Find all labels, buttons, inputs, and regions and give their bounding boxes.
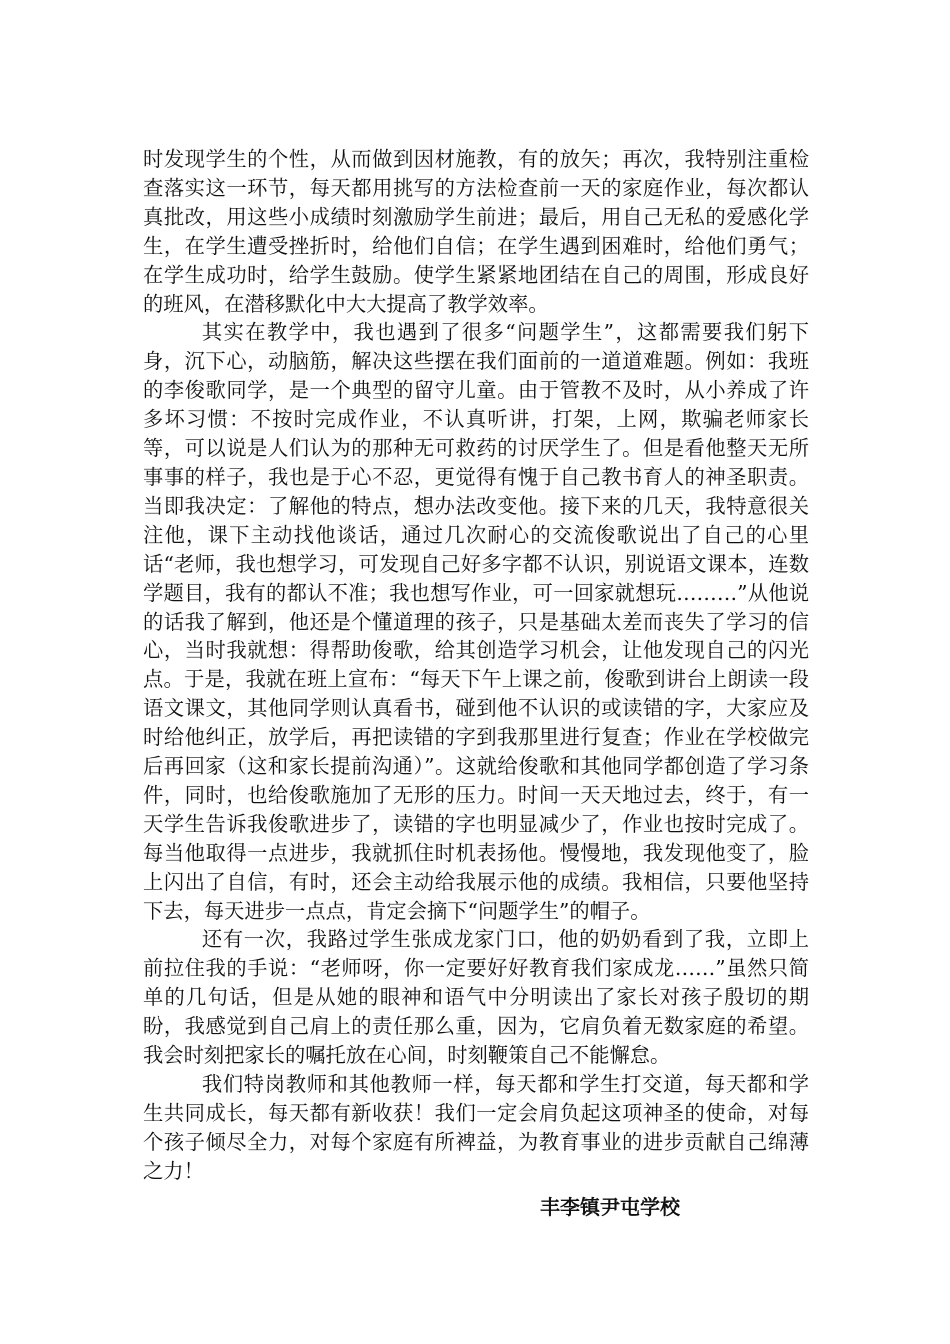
paragraph-continuation: 时发现学生的个性，从而做到因材施教，有的放矢；再次，我特别注重检查落实这一环节，每天都用挑写的方法检查前一天的家庭作业，每次都认真批改，用这些小成绩时刻激励学生前进；最后，用自己无私的爱感化学生，在学生遭受挫折时，给他们自信；在学生遇到困难时，给他们勇气；在学生成功时，给学生鼓励。使学生紧紧地团结在自己的周围，形成良好的班风，在潜移默化中大大提高了教学效率。	[143, 147, 809, 316]
school-signature: 丰李镇尹屯学校	[540, 1195, 680, 1219]
paragraph-grandmother: 还有一次，我路过学生张成龙家门口，他的奶奶看到了我，立即上前拉住我的手说：“老师呀，你一定要好好教育我们家成龙……”虽然只简单的几句话，但是从她的眼神和语气中分明读出了家长对孩子殷切的期盼，我感觉到自己肩上的责任那么重，因为，它肩负着无数家庭的希望。我会时刻把家长的嘱托放在心间，时刻鞭策自己不能懈怠。	[143, 927, 809, 1068]
paragraph-conclusion: 我们特岗教师和其他教师一样，每天都和学生打交道，每天都和学生共同成长，每天都有新收获！我们一定会肩负起这项神圣的使命，对每个孩子倾尽全力，对每个家庭有所裨益，为教育事业的进步贡献自己绵薄之力！	[143, 1072, 809, 1183]
document-body	[143, 145, 809, 1186]
paragraph-problem-student: 其实在教学中，我也遇到了很多“问题学生”，这都需要我们躬下身，沉下心，动脑筋，解决这些摆在我们面前的一道道难题。例如：我班的李俊歌同学，是一个典型的留守儿童。由于管教不及时，从小养成了许多坏习惯：不按时完成作业，不认真听讲，打架，上网，欺骗老师家长等，可以说是人们认为的那种无可救药的讨厌学生了。但是看他整天无所事事的样子，我也是于心不忍，更觉得有愧于自己教书育人的神圣职责。当即我决定：了解他的特点，想办法改变他。接下来的几天，我特意很关注他，课下主动找他谈话，通过几次耐心的交流俊歌说出了自己的心里话“老师，我也想学习，可发现自己好多字都不认识，别说语文课本，连数学题目，我有的都认不准；我也想写作业，可一回家就想玩………”从他说的话我了解到，他还是个懂道理的孩子，只是基础太差而丧失了学习的信心，当时我就想：得帮助俊歌，给其创造学习机会，让他发现自己的闪光点。于是，我就在班上宣布：“每天下午上课之前，俊歌到讲台上朗读一段语文课文，其他同学则认真看书，碰到他不认识的或读错的字，大家应及时给他纠正，放学后，再把读错的字到我那里进行复查；作业在学校做完后再回家（这和家长提前沟通）”。这就给俊歌和其他同学都创造了学习条件，同时，也给俊歌施加了无形的压力。时间一天天地过去，终于，有一天学生告诉我俊歌进步了，读错的字也明显减少了，作业也按时完成了。每当他取得一点进步，我就抓住时机表扬他。慢慢地，我发现他变了，脸上闪出了自信，有时，还会主动给我展示他的成绩。我相信，只要他坚持下去，每天进步一点点，肯定会摘下“问题学生”的帽子。	[143, 320, 809, 923]
